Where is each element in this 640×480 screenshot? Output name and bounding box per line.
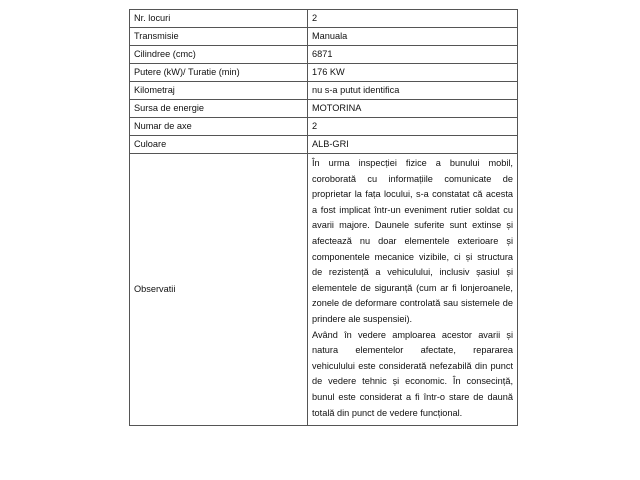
row-value-culoare: ALB-GRI bbox=[308, 136, 518, 154]
table-row bbox=[130, 136, 518, 154]
table-row bbox=[130, 118, 518, 136]
observatii-text-cell bbox=[308, 154, 518, 426]
row-label-kilometraj: Kilometraj bbox=[130, 82, 308, 100]
row-label-numar-axe: Numar de axe bbox=[130, 118, 308, 136]
row-value-putere: 176 KW bbox=[308, 64, 518, 82]
row-label-transmisie: Transmisie bbox=[130, 28, 308, 46]
table-row bbox=[130, 46, 518, 64]
table-row bbox=[130, 10, 518, 28]
row-label-observatii: Observatii bbox=[130, 154, 308, 426]
table-row-observatii bbox=[130, 154, 518, 426]
row-value-kilometraj: nu s-a putut identifica bbox=[308, 82, 518, 100]
row-value-numar-axe: 2 bbox=[308, 118, 518, 136]
row-label-cilindree: Cilindree (cmc) bbox=[130, 46, 308, 64]
row-value-sursa-energie: MOTORINA bbox=[308, 100, 518, 118]
row-label-putere: Putere (kW)/ Turatie (min) bbox=[130, 64, 308, 82]
row-label-nr-locuri: Nr. locuri bbox=[130, 10, 308, 28]
observatii-paragraph-1: În urma inspecției fizice a bunului mobil, coroborată cu informațiile comunicate de proprietar la fața locului, s-a constatat că acesta a fost implicat într-un eveniment rutier soldat cu avarii majore. Daunele suferite sunt extinse și afectează nu doar elementele exterioare și componentele mecanice vizibile, ci și structura de rezistență a vehiculului, inclusiv șasiul și elementele de siguranță (cum ar fi lonjeroanele, zonele de deformare controlată sau sistemele de prindere ale suspensiei). bbox=[312, 158, 513, 324]
row-value-cilindree: 6871 bbox=[308, 46, 518, 64]
observatii-paragraph-2: Având în vedere amploarea acestor avarii și natura elementelor afectate, repararea vehiculului este considerată nefezabilă din punct de vedere tehnic și economic. În consecință, bunul este considerat a fi într-o stare de daună totală din punct de vedere funcțional. bbox=[312, 329, 513, 418]
table-row bbox=[130, 64, 518, 82]
row-label-sursa-energie: Sursa de energie bbox=[130, 100, 308, 118]
table-row bbox=[130, 28, 518, 46]
row-value-transmisie: Manuala bbox=[308, 28, 518, 46]
row-label-culoare: Culoare bbox=[130, 136, 308, 154]
row-value-nr-locuri: 2 bbox=[308, 10, 518, 28]
vehicle-spec-table bbox=[129, 9, 518, 426]
table-row bbox=[130, 100, 518, 118]
table-row bbox=[130, 82, 518, 100]
